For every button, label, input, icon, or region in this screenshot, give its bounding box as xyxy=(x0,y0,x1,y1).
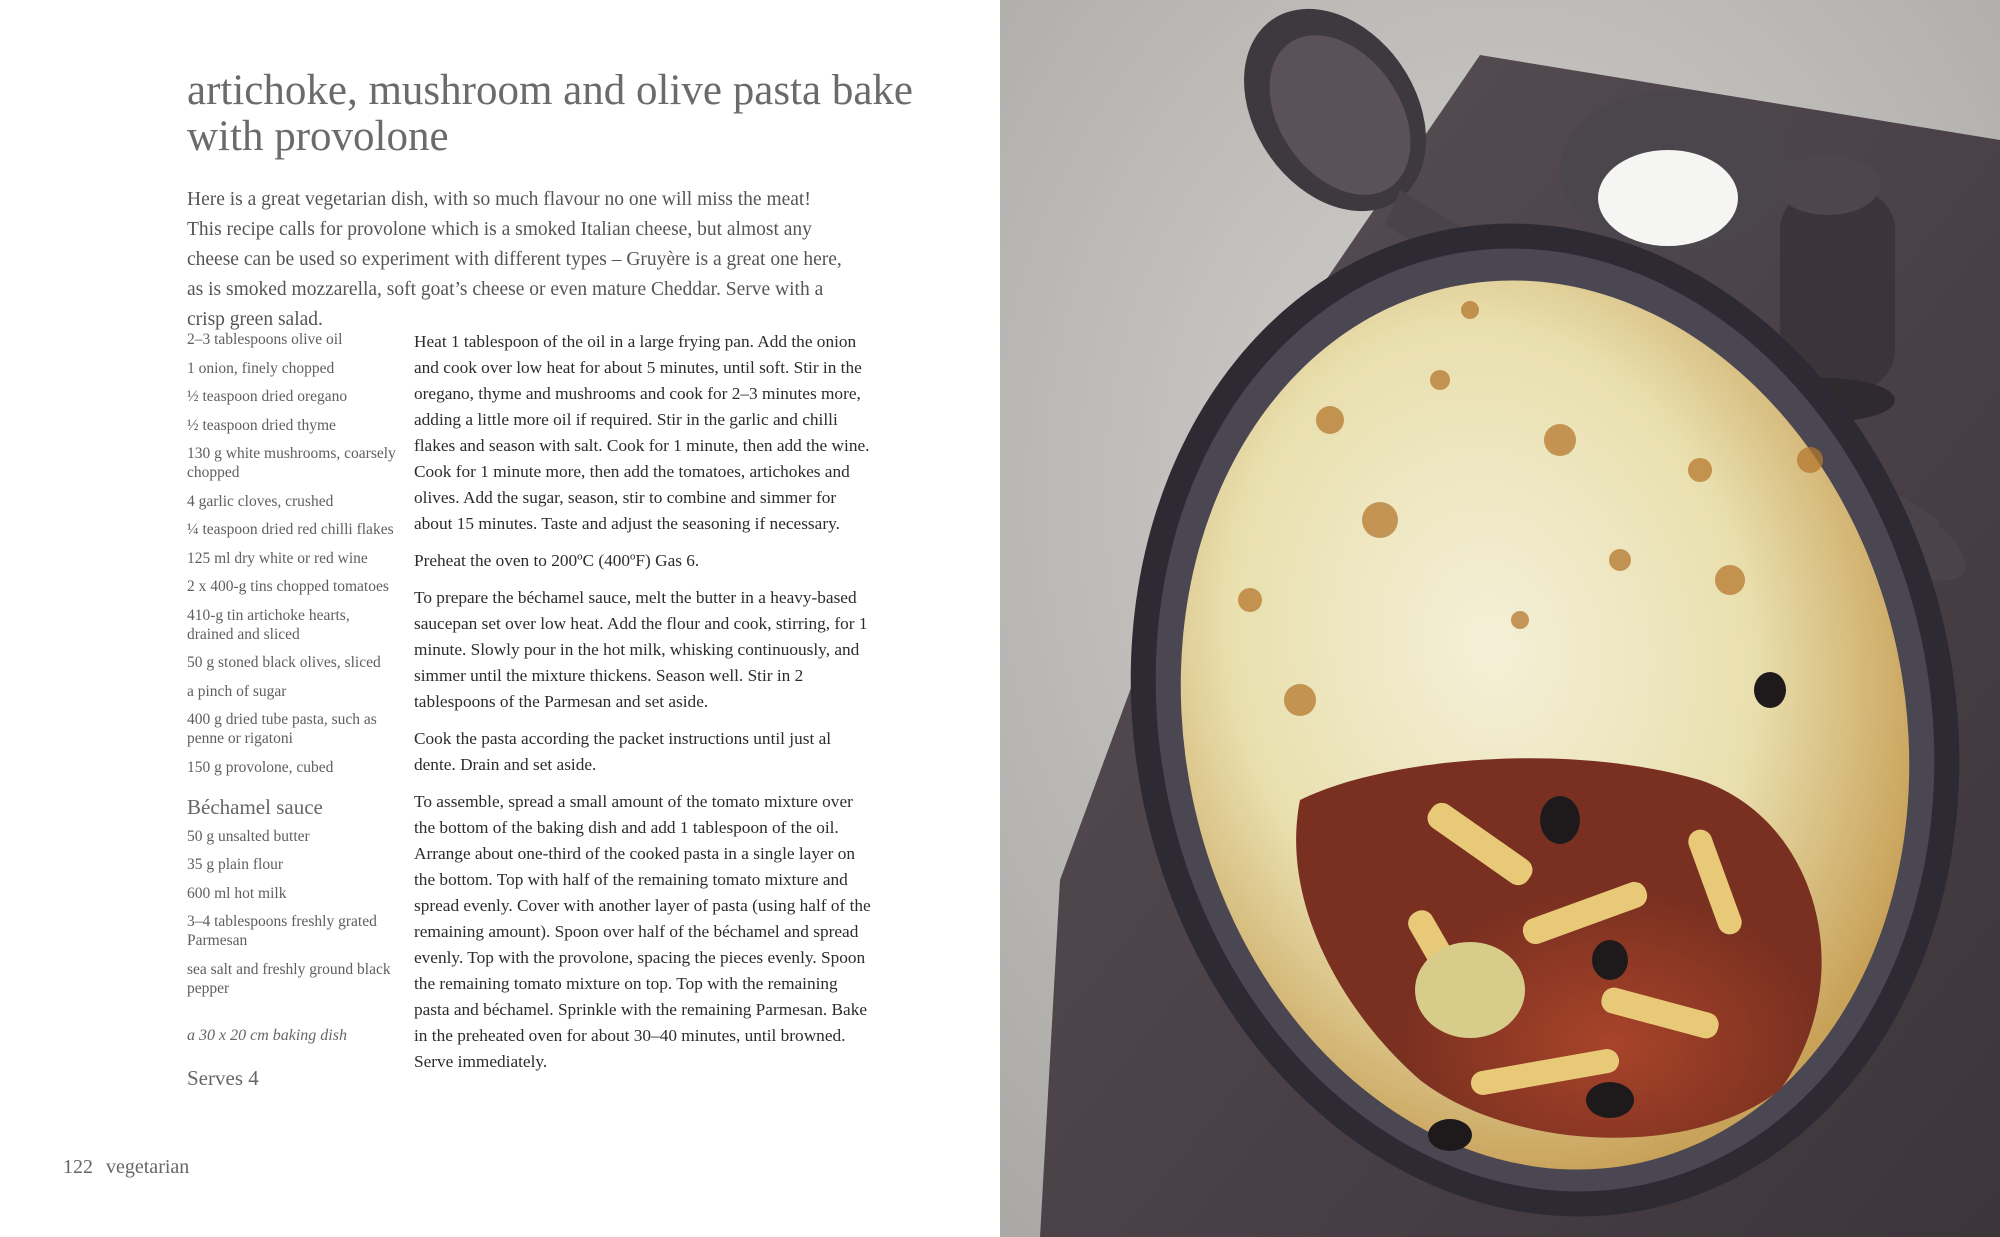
method-step: Preheat the oven to 200ºC (400ºF) Gas 6. xyxy=(414,551,700,570)
bechamel-ingredient-item: 50 g unsalted butter xyxy=(187,827,310,845)
ingredients-list xyxy=(187,330,397,1088)
method-step: To prepare the béchamel sauce, melt the butter in a heavy-based saucepan set over low heat. Add the flour and cook, stirring, for 1 minute. Slowly pour in the hot milk, whisking continuously, and simmer until the mixture thickens. Season well. Stir in 2 tablespoons of the Parmesan and set aside. xyxy=(414,588,868,711)
recipe-title-line-2: with provolone xyxy=(187,113,449,160)
ingredient-item: ½ teaspoon dried oregano xyxy=(187,388,348,405)
section-name: vegetarian xyxy=(106,1156,190,1178)
recipe-title xyxy=(187,68,947,160)
ingredient-item: 125 ml dry white or red wine xyxy=(187,549,368,567)
artichoke-piece xyxy=(1415,942,1525,1038)
pasta-bake-photo xyxy=(1000,0,2000,1237)
method-step: Cook the pasta according the packet instructions until just al dente. Drain and set aside. xyxy=(414,729,832,774)
ingredient-item: ½ teaspoon dried thyme xyxy=(187,416,336,434)
ingredient-item: 410-g tin artichoke hearts, drained and sliced xyxy=(187,606,350,643)
ingredient-item: 150 g provolone, cubed xyxy=(187,758,334,776)
ingredient-item: ¼ teaspoon dried red chilli flakes xyxy=(187,521,394,538)
bechamel-heading: Béchamel sauce xyxy=(187,794,323,819)
recipe-intro: Here is a great vegetarian dish, with so much flavour no one will miss the meat! This recipe calls for provolone which is a smoked Italian cheese, but almost any cheese can be used so experiment with different types – Gruyère is a great one here, as is smoked mozzarella, soft goat’s cheese or even mature Cheddar. Serve with a crisp green salad. xyxy=(187,189,842,330)
method-steps xyxy=(414,329,876,1086)
bechamel-ingredient-item: sea salt and freshly ground black pepper xyxy=(187,960,391,997)
salt-bowl-icon xyxy=(1560,90,1790,250)
serves-count: Serves 4 xyxy=(187,1065,259,1090)
ingredient-item: a pinch of sugar xyxy=(187,682,287,700)
bechamel-ingredient-item: 600 ml hot milk xyxy=(187,884,287,902)
ingredient-item: 130 g white mushrooms, coarsely chopped xyxy=(187,445,396,481)
ingredient-item: 4 garlic cloves, crushed xyxy=(187,492,334,510)
ingredient-item: 2 x 400-g tins chopped tomatoes xyxy=(187,578,389,595)
ingredient-item: 1 onion, finely chopped xyxy=(187,359,335,377)
bechamel-ingredient-item: 3–4 tablespoons freshly grated Parmesan xyxy=(187,913,377,949)
ingredient-item: 400 g dried tube pasta, such as penne or rigatoni xyxy=(187,711,377,747)
right-page-photo xyxy=(1000,0,2000,1237)
method-step: To assemble, spread a small amount of the tomato mixture over the bottom of the baking dish and add 1 tablespoon of the oil. Arrange about one-third of the cooked pasta in a single layer on the bottom. Top with half of the remaining tomato mixture and spread evenly. Cover with another layer of pasta (using half of the remaining amount). Spoon over half of the béchamel and spread evenly. Top with the provolone, spacing the pieces evenly. Spoon the remaining tomato mixture on top. Top with the remaining pasta and béchamel. Sprinkle with the remaining Parmesan. Bake in the preheated oven for about 30–40 minutes, until browned. Serve immediately. xyxy=(414,792,871,1071)
bechamel-ingredient-item: 35 g plain flour xyxy=(187,856,283,873)
recipe-title-line-1: artichoke, mushroom and olive pasta bake xyxy=(187,67,914,114)
equipment-note: a 30 x 20 cm baking dish xyxy=(187,1026,347,1044)
method-step: Heat 1 tablespoon of the oil in a large frying pan. Add the onion and cook over low heat for about 5 minutes, until soft. Stir in the oregano, thyme and mushrooms and cook for 2–3 minutes more, adding a little more oil if required. Stir in the garlic and chilli flakes and season with salt. Cook for 1 minute, then add the wine. Cook for 1 minute more, then add the tomatoes, artichokes and olives. Add the sugar, season, stir to combine and simmer for about 15 minutes. Taste and adjust the seasoning if necessary. xyxy=(414,332,870,533)
page-number: 122 xyxy=(63,1156,93,1178)
ingredient-item: 50 g stoned black olives, sliced xyxy=(187,654,381,671)
page-footer xyxy=(63,1156,189,1179)
ingredient-item: 2–3 tablespoons olive oil xyxy=(187,331,343,348)
